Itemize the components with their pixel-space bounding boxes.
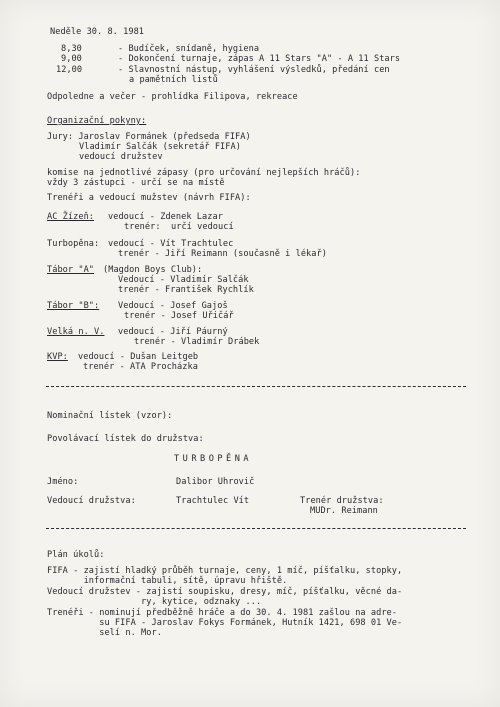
team-coach: trenér - Jiří Reimann (současně i lékař): [118, 249, 327, 259]
plan-line: Vedoucí družstev - zajistí soupisku, dresy, míč, píšťalku, věcné da-: [47, 587, 403, 597]
team-leader: Vedoucí - Vladimír Salčák: [118, 275, 249, 285]
team-leader: vedoucí - Vít Trachtulec: [108, 239, 234, 249]
team-name: KVP:: [47, 352, 68, 362]
date-heading: Neděle 30. 8. 1981: [50, 27, 145, 37]
team-leader: vedoucí - Zdenek Lazar: [108, 212, 223, 222]
leader-value: Trachtulec Vít: [176, 496, 250, 506]
schedule-time: 8,30: [61, 44, 82, 54]
plan-title: Plán úkolů:: [47, 550, 105, 560]
nomination-title: Nominační lístek (vzor):: [47, 411, 173, 421]
schedule-time: 9,00: [61, 54, 82, 64]
section-title: Organizační pokyny:: [47, 116, 147, 126]
name-label: Jméno:: [47, 477, 79, 487]
afternoon-line: Odpoledne a večer - prohlídka Filipova, rekreace: [47, 92, 298, 102]
schedule-text: - Slavnostní nástup, vyhlášení výsledků, předání cen: [118, 65, 390, 75]
jury-line: Vladimír Salčák (sekretář FIFA): [79, 142, 241, 152]
dashed-divider: [46, 386, 466, 387]
team-leader: vedoucí - Jiří Páurný: [118, 327, 228, 337]
team-coach: trenér - František Rychlík: [118, 285, 254, 295]
jury-line: vedoucí družstev: [79, 152, 163, 162]
plan-line: su FIFA - Jaroslav Fokys Formánek, Hutník 1421, 698 01 Ve-: [47, 618, 403, 628]
team-leader: Vedoucí - Josef Gajoš: [118, 301, 228, 311]
komise-line: vždy 3 zástupci - určí se na místě: [47, 178, 225, 188]
leader-label: Vedoucí družstva:: [47, 496, 136, 506]
nomination-subtitle: Povolávací lístek do družstva:: [47, 434, 204, 444]
team-name: AC Žízeň:: [47, 212, 95, 222]
coach-value: MUDr. Reimann: [310, 506, 378, 516]
team-coach: trenér: určí vedoucí: [124, 222, 234, 232]
coaches-heading: Trenéři a vedoucí mužstev (návrh FIFA):: [47, 193, 251, 203]
team-coach: trenér - ATA Procházka: [83, 362, 198, 372]
plan-line: FIFA - zajistí hladký průběh turnaje, ceny, 1 míč, píšťalku, stopky,: [47, 566, 403, 576]
coach-label: Trenér družstva:: [300, 496, 384, 506]
plan-line: Trenéři - nominují předběžně hráče a do 30. 4. 1981 zašlou na adre-: [47, 608, 397, 618]
dashed-divider: [46, 528, 466, 529]
team-name: Tábor "A": [47, 265, 95, 275]
team-name: Velká n. V.: [47, 327, 105, 337]
jury-line: Jury: Jaroslav Formánek (předseda FIFA): [47, 132, 251, 142]
team-leader: vedoucí - Dušan Leitgeb: [78, 352, 199, 362]
schedule-text: a pamětních listů: [129, 75, 218, 85]
plan-line: selí n. Mor.: [47, 628, 162, 638]
plan-line: informační tabuli, sítě, úpravu hřiště.: [47, 576, 288, 586]
team-club: (Magdon Boys Club):: [103, 265, 203, 275]
team-title: TURBOPĚNA: [174, 454, 253, 464]
team-name: Tábor "B":: [47, 301, 100, 311]
schedule-text: - Dokončení turnaje, zápas A 11 Stars "A" - A 11 Stars: [118, 54, 401, 64]
team-name: Turbopěna:: [47, 239, 100, 249]
schedule-time: 12,00: [56, 65, 83, 75]
komise-line: komise na jednotlivé zápasy (pro určování nejlepších hráčů):: [47, 168, 361, 178]
schedule-text: - Budíček, snídaně, hygiena: [118, 44, 260, 54]
name-value: Dalibor Uhrovič: [176, 477, 255, 487]
team-coach: trenér - Vladimír Drábek: [134, 337, 260, 347]
team-coach: trenér - Josef Uřičář: [124, 311, 234, 321]
plan-line: ry, kytice, odznaky ...: [47, 597, 262, 607]
